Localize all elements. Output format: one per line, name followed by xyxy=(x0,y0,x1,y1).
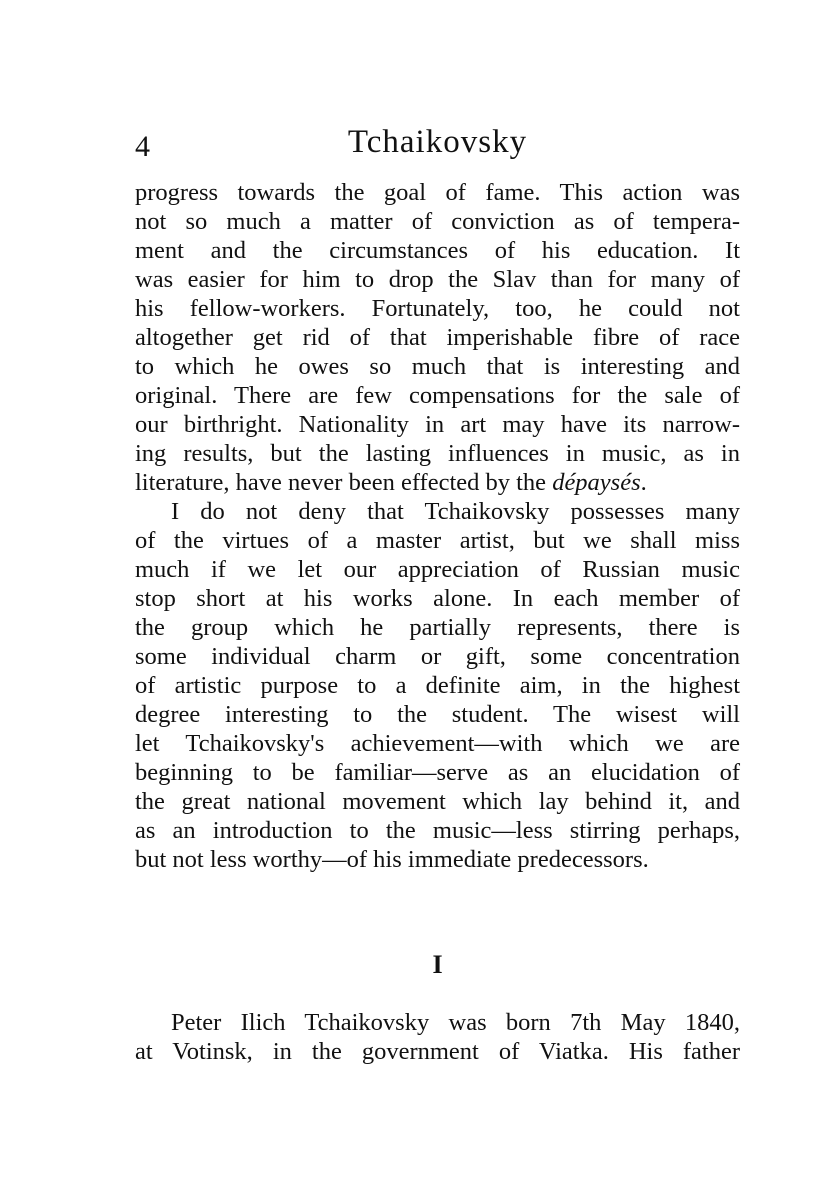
text-line-last xyxy=(135,468,740,497)
text-line: of the virtues of a master artist, but we shall miss xyxy=(135,527,740,554)
text-line: progress towards the goal of fame. This action was xyxy=(135,179,740,206)
text-line: his fellow-workers. Fortunately, too, he could not xyxy=(135,295,740,322)
paragraph-3 xyxy=(135,1008,740,1066)
text-line: beginning to be familiar—serve as an elucidation of xyxy=(135,759,740,786)
text-line: some individual charm or gift, some concentration xyxy=(135,643,740,670)
text-line: original. There are few compensations for the sale of xyxy=(135,382,740,409)
text-line: ing results, but the lasting influences in music, as in xyxy=(135,440,740,467)
text-line: our birthright. Nationality in art may have its narrow- xyxy=(135,411,740,438)
paragraph-1 xyxy=(135,178,740,497)
text-line: the group which he partially represents, there is xyxy=(135,614,740,641)
text-line: stop short at his works alone. In each member of xyxy=(135,585,740,612)
text-line: degree interesting to the student. The wisest will xyxy=(135,701,740,728)
text-line: was easier for him to drop the Slav than for many of xyxy=(135,266,740,293)
text-line: altogether get rid of that imperishable fibre of race xyxy=(135,324,740,351)
text-line-last: but not less worthy—of his immediate predecessors. xyxy=(135,846,649,873)
text-line: of artistic purpose to a definite aim, in the highest xyxy=(135,672,740,699)
text-line: I do not deny that Tchaikovsky possesses many xyxy=(171,498,740,525)
text-fragment: . xyxy=(640,469,647,496)
page-header xyxy=(135,118,740,168)
text-fragment: literature, have never been effected by the xyxy=(135,469,553,496)
text-line: the great national movement which lay behind it, and xyxy=(135,788,740,815)
italic-term: dépaysés xyxy=(552,469,641,496)
text-line: let Tchaikovsky's achievement—with which we are xyxy=(135,730,740,757)
paragraph-2 xyxy=(135,497,740,874)
text-line: ment and the circumstances of his education. It xyxy=(135,237,740,264)
text-line: much if we let our appreciation of Russian music xyxy=(135,556,740,583)
text-line: at Votinsk, in the government of Viatka. His father xyxy=(135,1038,740,1065)
section-heading: I xyxy=(432,950,443,979)
running-head: Tchaikovsky xyxy=(347,124,528,160)
text-line: Peter Ilich Tchaikovsky was born 7th May 1840, xyxy=(171,1009,740,1036)
text-line: as an introduction to the music—less stirring perhaps, xyxy=(135,817,740,844)
text-line: to which he owes so much that is interesting and xyxy=(135,353,740,380)
text-line: not so much a matter of conviction as of tempera- xyxy=(135,208,740,235)
main-text xyxy=(135,178,740,874)
page-number: 4 xyxy=(135,130,150,163)
